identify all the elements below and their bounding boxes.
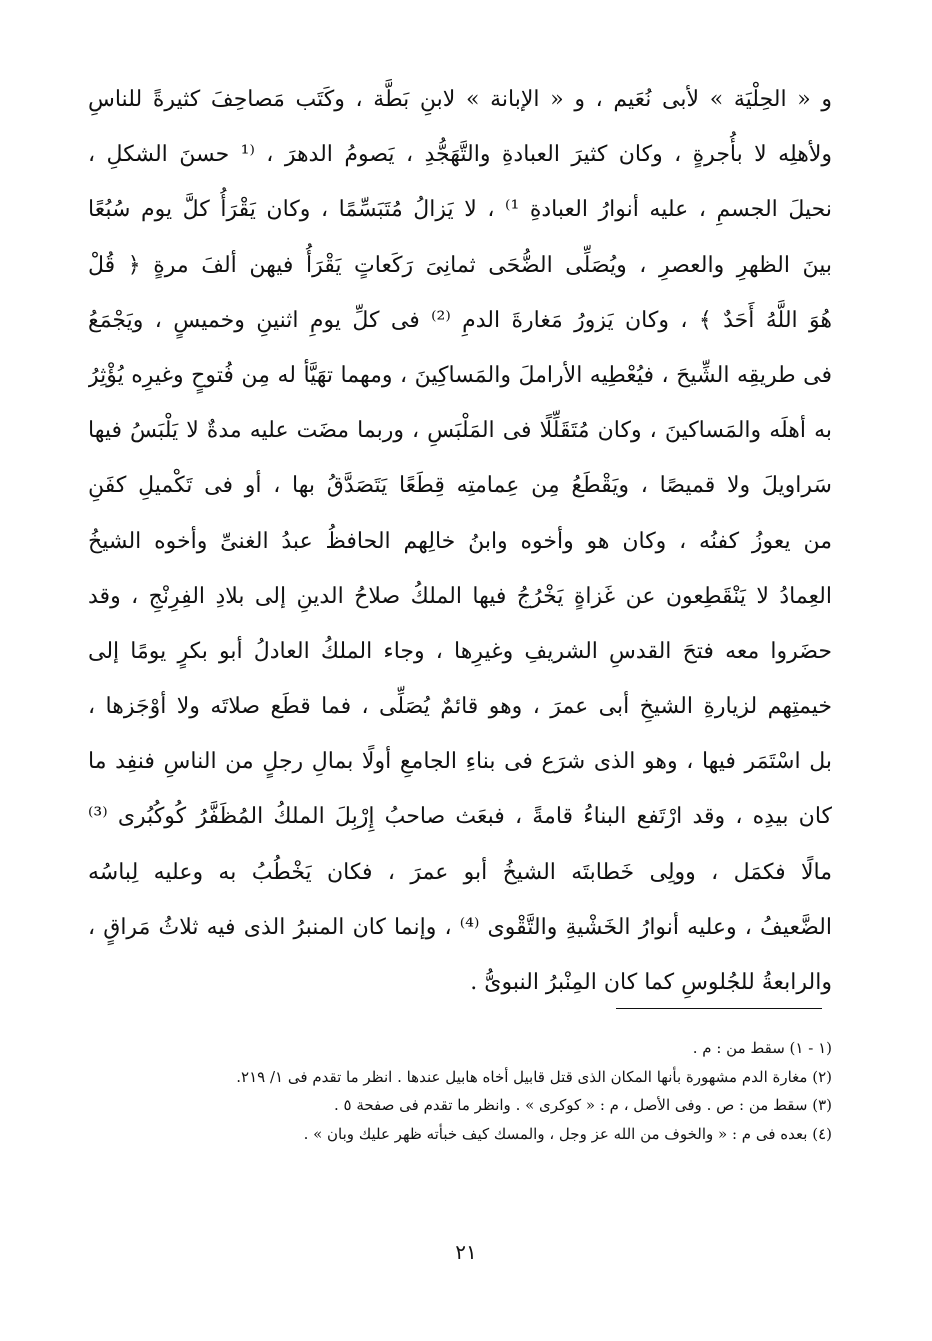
text-line: كان بيدِه ، وقد ارْتَفع البناءُ قامةً ، فبعَث صاحبُ إِرْبِلَ الملكُ المُظَفَّرُ كُوكُبُرى ⁽³⁾ bbox=[88, 804, 832, 830]
main-text-body bbox=[88, 72, 832, 1010]
footnote-1: (١ - ١) سقط من : م . bbox=[692, 1039, 832, 1057]
text-line: و « الحِلْيَة » لأبى نُعَيم ، و « الإبانة » لابنِ بَطَّة ، وكَتَب مَصاحِفَ كثيرةً للناسِ bbox=[88, 87, 832, 112]
text-line: من يعوزُ كفنُه ، وكان هو وأخوه وابنُ خالِهم الحافظُ عبدُ الغنىِّ وأخوه الشيخُ bbox=[88, 528, 832, 554]
text-line: خيمتِهم لزيارةِ الشيخِ أبى عمرَ ، وهو قائمٌ يُصَلِّى ، فما قطَع صلاتَه ولا أوْجَزها ، bbox=[88, 694, 832, 720]
text-line: الضَّعيفُ ، وعليه أنوارُ الخَشْيةِ والتَّقْوى ⁽⁴⁾ ، وإنما كان المنبرُ الذى فيه ثلاثُ مَراقٍ ، bbox=[88, 914, 832, 940]
footnote-4: (٤) بعده فى م : « والخوف من الله عز وجل ، والمسك كيف خبأته ظهر عليك وبان » . bbox=[303, 1124, 832, 1143]
text-line: مالًا فكمَل ، وولِى خَطابتَه الشيخُ أبو عمرَ ، فكان يَخْطُبُ به وعليه لِباسُه bbox=[88, 859, 832, 885]
text-line: العِمادُ لا يَنْقَطِعون عن غَزاةٍ يَخْرُجُ فيها الملكُ صلاحُ الدينِ إلى بلادِ الفِرِنْجِ ، وقد bbox=[88, 583, 832, 609]
text-line: ولأهلِه لا بأُجرةٍ ، وكان كثيرَ العبادةِ والتَّهَجُّدِ ، يَصومُ الدهرَ ، ⁽¹ حسنَ الشكلِ ، bbox=[88, 142, 832, 168]
text-line: بل اسْتَمَر فيها ، وهو الذى شرَع فى بناءِ الجامعِ أولًا بمالِ رجلٍ من الناسِ فنفِد ما bbox=[88, 749, 832, 775]
footnote-2: (٢) مغارة الدم مشهورة بأنها المكان الذى قتل قابيل أخاه هابيل عندها . انظر ما تقدم فى ١/ ٢١٩. bbox=[236, 1067, 832, 1086]
text-line-last: والرابعةُ للجُلوسِ كما كان المِنْبرُ النبوىُّ . bbox=[470, 970, 832, 995]
text-line: به أهلَه والمَساكينَ ، وكان مُتَقَلِّلًا فى المَلْبَسِ ، وربما مضَت عليه مدةٌ لا يَلْبَسُ فيها bbox=[88, 418, 832, 444]
page-number: ٢١ bbox=[455, 1240, 477, 1264]
text-line: فى طريقِه الشِّيحَ ، فيُعْطِيه الأراملَ والمَساكِينَ ، ومهما تهَيَّأ له مِن فُتوحٍ وغيرِه يُؤْثِرُ bbox=[88, 362, 832, 388]
text-line: نحيلَ الجسمِ ، عليه أنوارُ العبادةِ ¹⁾ ، لا يَزالُ مُتَبَسِّمًا ، وكان يَقْرَأُ كلَّ يوم سُبُعًا bbox=[88, 197, 832, 223]
footnotes bbox=[70, 1034, 832, 1148]
text-line: هُوَ اللَّهُ أَحَدٌ ﴾ ، وكان يَزورُ مَغارةَ الدمِ ⁽²⁾ فى كلِّ يومِ اثنينِ وخميسٍ ، ويَجْمَعُ bbox=[88, 307, 832, 333]
text-line: حضَروا معه فتحَ القدسِ الشريفِ وغيرِها ، وجاء الملكُ العادلُ أبو بكرٍ يومًا إلى bbox=[88, 638, 832, 664]
text-line: بينَ الظهرِ والعصرِ ، ويُصَلِّى الضُّحَى ثمانِىَ رَكَعاتٍ يَقْرَأُ فيهن ألفَ مرةٍ ﴿ قُلْ bbox=[88, 252, 832, 278]
footnote-separator bbox=[616, 1008, 822, 1009]
footnote-3: (٣) سقط من : ص . وفى الأصل ، م : « كوكرى » . وانظر ما تقدم فى صفحة ٥ . bbox=[333, 1096, 832, 1114]
text-line: سَراويلَ ولا قميصًا ، ويَقْطَعُ مِن عِمامتِه قِطَعًا يَتَصَدَّقُ بها ، أو فى تَكْميلِ كفَنِ bbox=[88, 473, 832, 499]
